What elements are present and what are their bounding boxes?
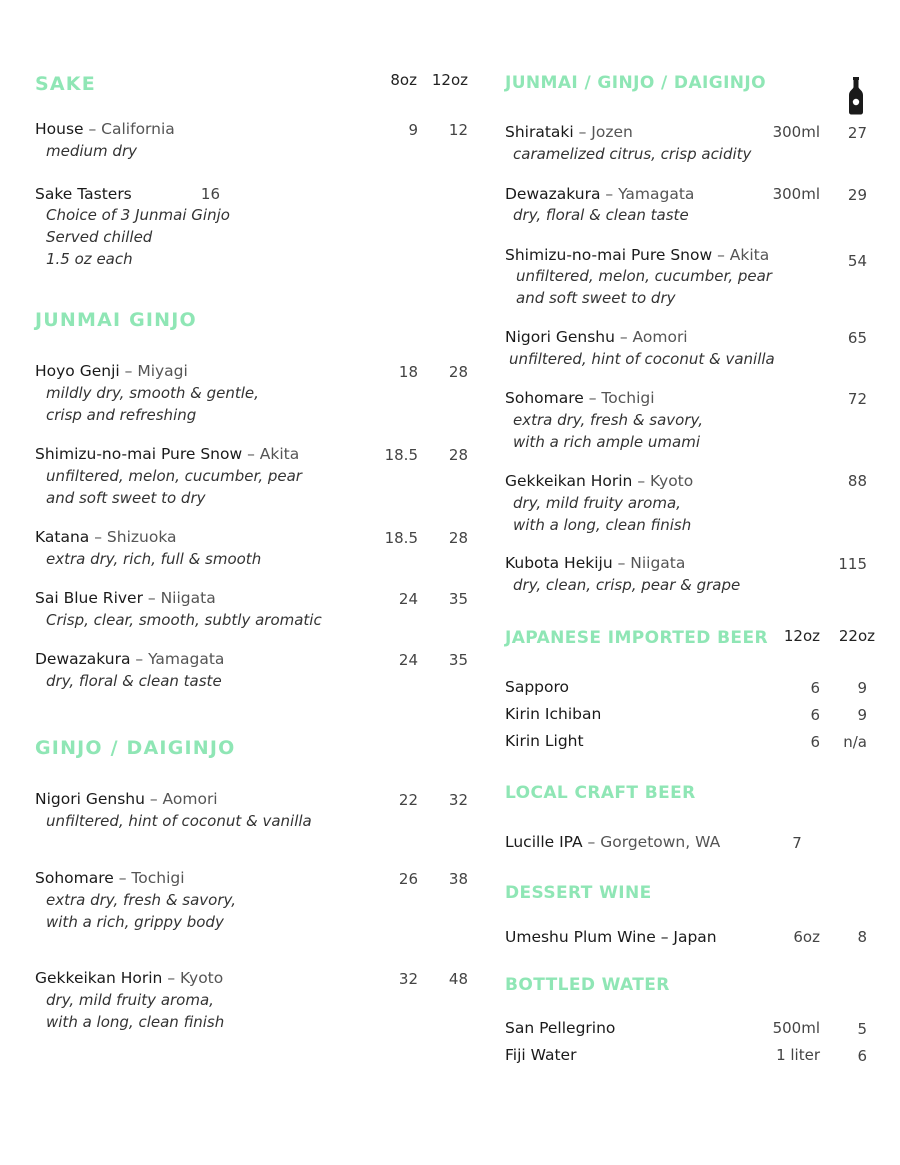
bottle-size: 300ml (772, 123, 820, 141)
item-name: Gekkeikan Horin (505, 472, 633, 490)
item-name: Dewazakura (505, 185, 601, 203)
item-price: 8 (857, 928, 867, 946)
menu-item-sake-tasters: Sake Tasters (35, 185, 132, 203)
item-description-line-1: caramelized citrus, crisp acidity (513, 145, 752, 163)
item-region: – Akita (242, 445, 300, 463)
item-name: House (35, 120, 84, 138)
item-name: Nigori Genshu (505, 328, 615, 346)
price-8oz: 22 (398, 791, 418, 809)
item-name: Nigori Genshu (35, 790, 145, 808)
item-region: – Kyoto (162, 969, 224, 987)
bottle-price: 115 (838, 555, 867, 573)
item-price: 7 (792, 834, 802, 852)
section-title-local-craft-beer: LOCAL CRAFT BEER (505, 783, 696, 803)
bottle-price: 29 (847, 186, 867, 204)
column-header-8oz: 8oz (390, 71, 417, 89)
item-name: Katana (35, 528, 90, 546)
item-region: – Jozen (573, 123, 633, 141)
item-region: – Aomori (614, 328, 688, 346)
price-22oz: 9 (857, 679, 867, 697)
price-22oz: n/a (843, 733, 867, 751)
item-price: 6 (857, 1047, 867, 1065)
item-name: Sai Blue River (35, 589, 143, 607)
item-description-line-2: with a long, clean finish (513, 516, 692, 534)
item-region: – Niigata (612, 554, 686, 572)
item-name: Fiji Water (505, 1046, 577, 1064)
price-8oz: 26 (398, 870, 418, 888)
item-description-line-1: unfiltered, melon, cucumber, pear (516, 267, 772, 285)
item-name: Shirataki (505, 123, 574, 141)
price-8oz: 32 (398, 970, 418, 988)
item-description-line-1: mildly dry, smooth & gentle, (46, 384, 259, 402)
price-12oz: 12 (448, 121, 468, 139)
item-name: Sapporo (505, 678, 570, 696)
item-description-line-1: dry, mild fruity aroma, (513, 494, 681, 512)
bottle-price: 54 (847, 252, 867, 270)
tasters-description-line-1: Choice of 3 Junmai Ginjo (46, 206, 230, 224)
price-8oz: 18 (398, 363, 418, 381)
item-description-line-2: with a rich, grippy body (46, 913, 224, 931)
item-region: – Gorgetown, WA (582, 833, 721, 851)
section-title-ginjo-daiginjo: GINJO / DAIGINJO (35, 737, 236, 759)
bottle-size: 300ml (772, 185, 820, 203)
item-region: – Yamagata (130, 650, 225, 668)
item-price: 5 (857, 1020, 867, 1038)
item-description-line-2: and soft sweet to dry (46, 489, 206, 507)
price-12oz: 28 (448, 363, 468, 381)
item-description-line-2: and soft sweet to dry (516, 289, 676, 307)
item-region: – California (83, 120, 175, 138)
item-description-line-1: unfiltered, melon, cucumber, pear (46, 467, 302, 485)
item-region: – Kyoto (632, 472, 694, 490)
column-header-12oz: 12oz (783, 627, 820, 645)
item-region: – Aomori (144, 790, 218, 808)
section-title-bottled-water: BOTTLED WATER (505, 975, 670, 995)
item-description-line-1: extra dry, fresh & savory, (513, 411, 703, 429)
item-region: – Miyagi (119, 362, 188, 380)
item-name: Hoyo Genji (35, 362, 120, 380)
column-header-22oz: 22oz (838, 627, 875, 645)
price-12oz: 35 (448, 590, 468, 608)
item-name: Umeshu Plum Wine – Japan (505, 928, 717, 946)
price-8oz: 9 (408, 121, 418, 139)
menu-item-house-sake (35, 122, 175, 138)
item-name: Shimizu-no-mai Pure Snow (35, 445, 243, 463)
bottle-price: 88 (847, 472, 867, 490)
item-name: Sohomare (505, 389, 584, 407)
item-description-line-1: dry, mild fruity aroma, (46, 991, 214, 1009)
item-description-line-1: dry, clean, crisp, pear & grape (513, 576, 741, 594)
bottle-price: 27 (847, 124, 867, 142)
bottle-price: 65 (847, 329, 867, 347)
bottle-icon (847, 77, 865, 118)
price-8oz: 18.5 (384, 446, 418, 464)
section-title-japanese-beer: JAPANESE IMPORTED BEER (505, 628, 768, 648)
item-name: Shimizu-no-mai Pure Snow (505, 246, 713, 264)
column-header-12oz: 12oz (431, 71, 468, 89)
item-region: – Shizuoka (89, 528, 177, 546)
item-description: medium dry (46, 142, 137, 160)
price-8oz: 18.5 (384, 529, 418, 547)
section-title-dessert-wine: DESSERT WINE (505, 883, 652, 903)
item-description-line-1: unfiltered, hint of coconut & vanilla (509, 350, 775, 368)
bottle-price: 72 (847, 390, 867, 408)
item-region: – Tochigi (583, 389, 655, 407)
item-name: Lucille IPA (505, 833, 583, 851)
item-name: Kirin Ichiban (505, 705, 602, 723)
section-title-junmai-ginjo-daiginjo: JUNMAI / GINJO / DAIGINJO (505, 73, 767, 93)
price-12oz: 28 (448, 446, 468, 464)
item-description-line-1: extra dry, rich, full & smooth (46, 550, 262, 568)
item-name: Sohomare (35, 869, 114, 887)
item-name: Dewazakura (35, 650, 131, 668)
item-size: 1 liter (776, 1046, 820, 1064)
item-description-line-2: with a rich ample umami (513, 433, 700, 451)
item-name: Gekkeikan Horin (35, 969, 163, 987)
price-12oz: 38 (448, 870, 468, 888)
item-description-line-1: unfiltered, hint of coconut & vanilla (46, 812, 312, 830)
item-description-line-2: crisp and refreshing (46, 406, 197, 424)
tasters-description-line-3: 1.5 oz each (46, 250, 133, 268)
price-8oz: 24 (398, 651, 418, 669)
item-name: Kirin Light (505, 732, 584, 750)
price-12oz: 6 (810, 733, 820, 751)
item-description-line-2: with a long, clean finish (46, 1013, 225, 1031)
price-12oz: 6 (810, 679, 820, 697)
price-12oz: 6 (810, 706, 820, 724)
price-22oz: 9 (857, 706, 867, 724)
tasters-description-line-2: Served chilled (46, 228, 153, 246)
item-description-line-1: Crisp, clear, smooth, subtly aromatic (46, 611, 322, 629)
section-title-sake: SAKE (35, 73, 96, 95)
item-region: – Tochigi (113, 869, 185, 887)
price-8oz: 24 (398, 590, 418, 608)
item-region: – Niigata (142, 589, 216, 607)
price-12oz: 48 (448, 970, 468, 988)
price-12oz: 32 (448, 791, 468, 809)
price-12oz: 28 (448, 529, 468, 547)
price-tasters: 16 (200, 185, 220, 203)
item-region: – Yamagata (600, 185, 695, 203)
item-name: San Pellegrino (505, 1019, 616, 1037)
item-name: Kubota Hekiju (505, 554, 613, 572)
item-size: 6oz (793, 928, 820, 946)
item-size: 500ml (772, 1019, 820, 1037)
section-title-junmai-ginjo: JUNMAI GINJO (35, 309, 197, 331)
price-12oz: 35 (448, 651, 468, 669)
item-description-line-1: dry, floral & clean taste (513, 206, 689, 224)
item-description-line-1: extra dry, fresh & savory, (46, 891, 236, 909)
item-description-line-1: dry, floral & clean taste (46, 672, 222, 690)
item-region: – Akita (712, 246, 770, 264)
